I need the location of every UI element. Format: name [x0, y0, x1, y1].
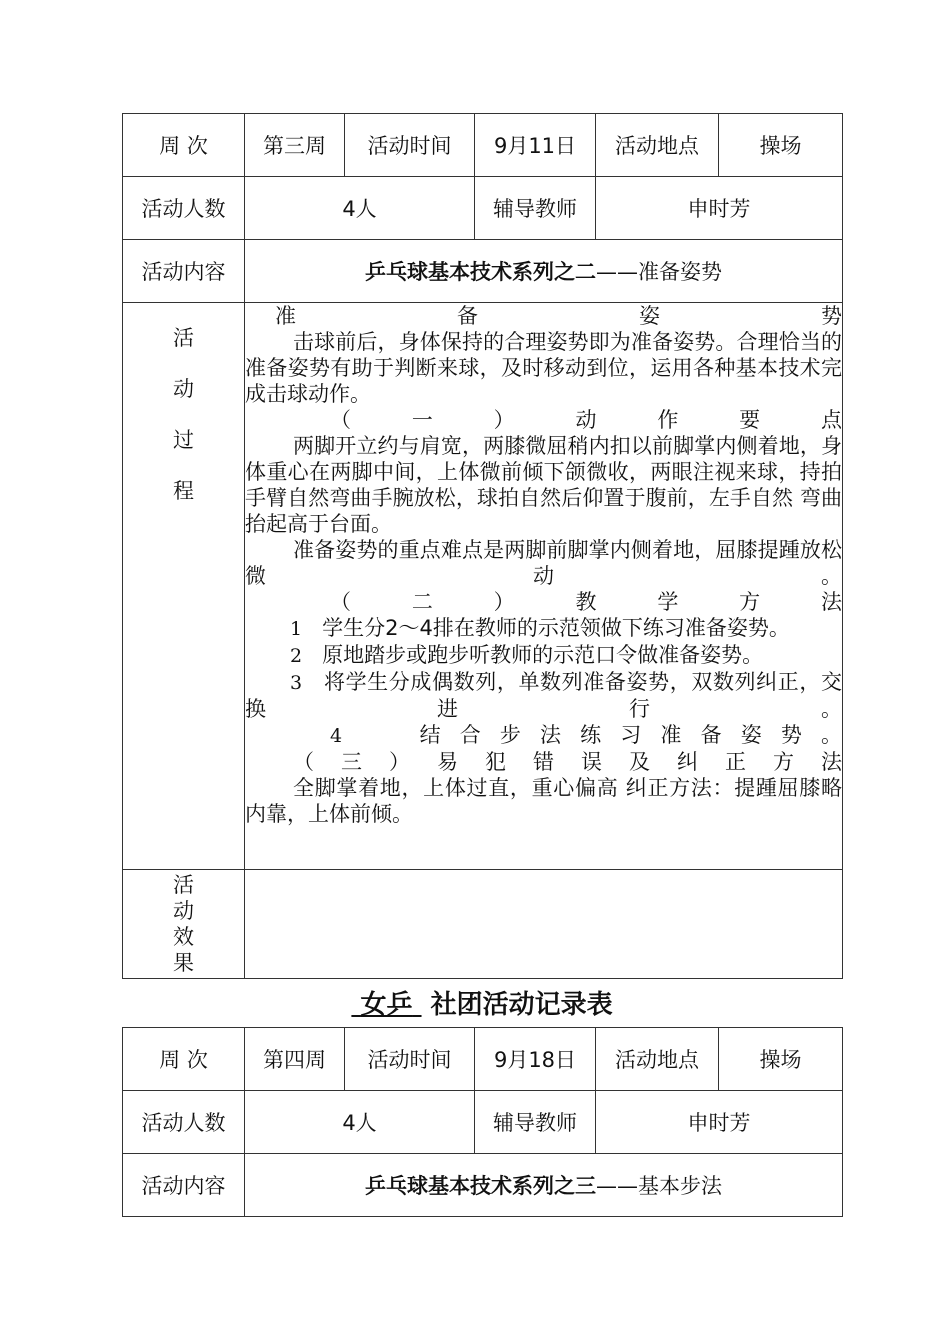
method-step-3: 3 将学生分成偶数列，单数列准备姿势，双数列纠正，交换进行。 [245, 670, 842, 721]
week-value: 第三周 [245, 114, 345, 177]
content-label: 活动内容 [123, 240, 245, 303]
section-1-heading: （一）动作要点 [330, 408, 842, 432]
club-name: 女乒 [360, 990, 413, 1020]
section-2-heading: （二）教学方法 [330, 590, 842, 614]
count-value: 4人 [245, 1091, 475, 1154]
teacher-label: 辅导教师 [475, 1091, 596, 1154]
section-3-heading: （三）易犯错误及纠正方法 [293, 750, 842, 774]
topic-bold: 乒乓球基本技术系列之三 [365, 1174, 596, 1198]
effect-label: 活 动 效 果 [123, 870, 245, 979]
date-value: 9月18日 [475, 1028, 596, 1091]
content-label: 活动内容 [123, 1154, 245, 1217]
teacher-value: 申时芳 [596, 1091, 843, 1154]
place-value: 操场 [719, 114, 843, 177]
record-table-week4 [122, 1027, 843, 1217]
effect-value [245, 870, 843, 979]
date-value: 9月11日 [475, 114, 596, 177]
section-3-text: 全脚掌着地，上体过直，重心偏高 纠正方法：提踵屈膝略内靠，上体前倾。 [245, 776, 842, 826]
method-step-4: 4 结合步法练习准备姿势。 [330, 723, 843, 747]
count-label: 活动人数 [123, 1091, 245, 1154]
topic-rest: ——准备姿势 [596, 260, 722, 284]
time-label: 活动时间 [345, 1028, 475, 1091]
teacher-value: 申时芳 [596, 177, 843, 240]
count-label: 活动人数 [123, 177, 245, 240]
week-label: 周 次 [123, 1028, 245, 1091]
week-label: 周 次 [123, 114, 245, 177]
week-value: 第四周 [245, 1028, 345, 1091]
section-1-text: 两脚开立约与肩宽，两膝微屈稍内扣以前脚掌内侧着地，身体重心在两脚中间，上体微前倾下颌微收，两眼注视来球，持拍手臂自然弯曲手腕放松，球拍自然后仰置于腹前，左手自然 弯曲抬起高于台面。 [245, 434, 842, 536]
teacher-label: 辅导教师 [475, 177, 596, 240]
count-value: 4人 [245, 177, 475, 240]
topic-bold: 乒乓球基本技术系列之二 [365, 260, 596, 284]
method-step-1: 1 学生分2～4排在教师的示范领做下练习准备姿势。 [290, 616, 790, 640]
topic-value [245, 1154, 843, 1217]
topic-rest: ——基本步法 [596, 1174, 722, 1198]
place-value: 操场 [719, 1028, 843, 1091]
form-title [122, 985, 842, 1025]
process-content [245, 303, 843, 870]
process-heading: 准备姿势 [275, 304, 842, 328]
time-label: 活动时间 [345, 114, 475, 177]
record-table-week3 [122, 113, 843, 979]
form-title-text: 社团活动记录表 [430, 990, 613, 1020]
place-label: 活动地点 [596, 1028, 719, 1091]
topic-value [245, 240, 843, 303]
section-1-key-point: 准备姿势的重点难点是两脚前脚掌内侧着地，屈膝提踵放松微动。 [245, 538, 842, 588]
method-step-2: 2 原地踏步或跑步听教师的示范口令做准备姿势。 [290, 643, 764, 667]
place-label: 活动地点 [596, 114, 719, 177]
process-intro: 击球前后，身体保持的合理姿势即为准备姿势。合理恰当的准备姿势有助于判断来球，及时移动到位，运用各种基本技术完成击球动作。 [245, 330, 842, 406]
process-label: 活 动 过 程 [123, 303, 245, 870]
